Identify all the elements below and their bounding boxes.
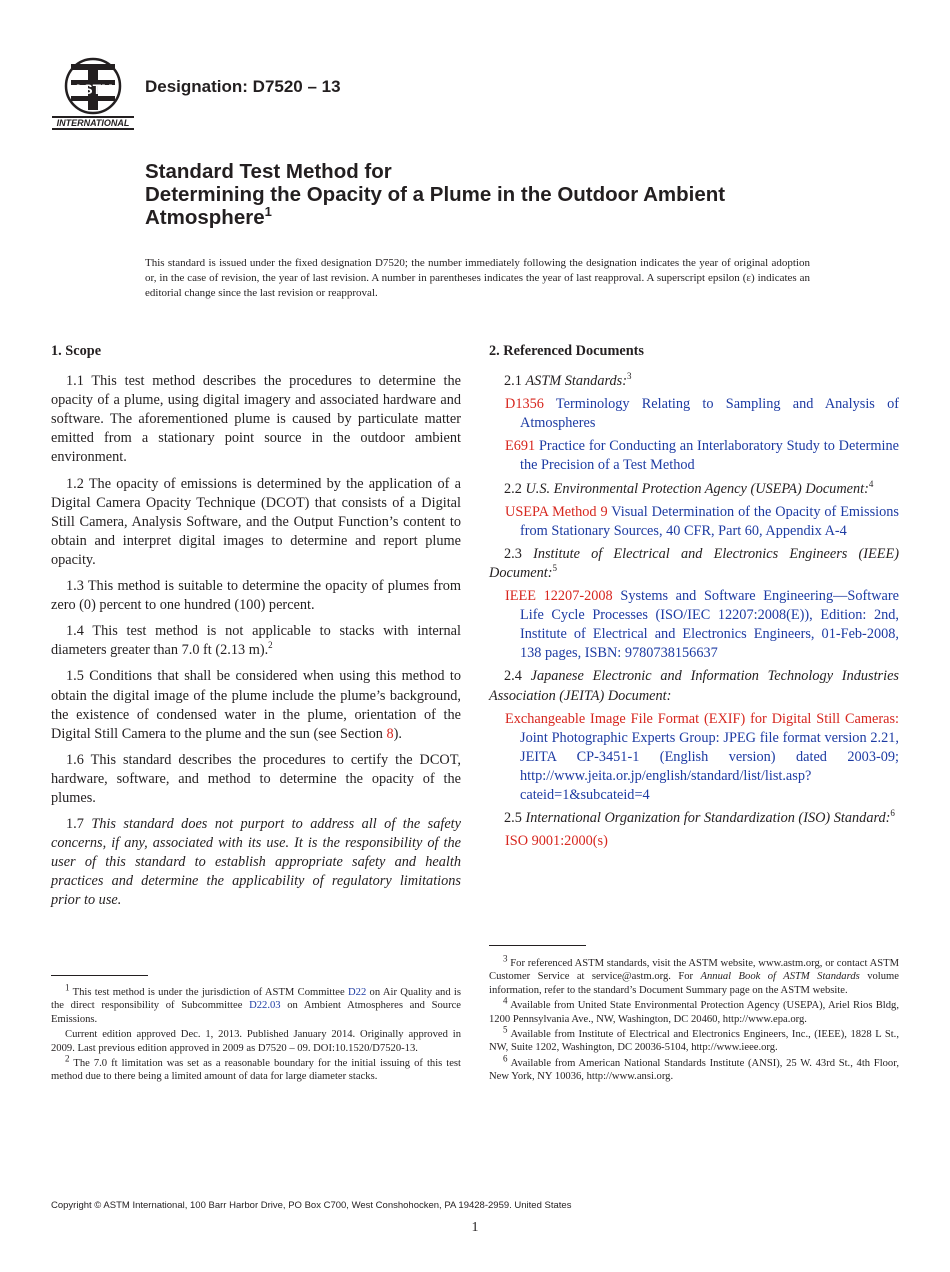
left-column xyxy=(51,342,461,918)
footnote-rule-right xyxy=(489,945,586,946)
standard-notice: This standard is issued under the fixed designation D7520; the number immediately following the designation indicates the year of original adoption or, in the case of revision, the year of last revision. A number in parentheses indicates the year of last reapproval. A superscript epsilon (ε) indicates an editorial change since the last revision or reapproval. xyxy=(145,257,810,299)
title-line-2: Determining the Opacity of a Plume in the Outdoor Ambient xyxy=(145,183,726,206)
subsection-2-5: 2.5 International Organization for Standardization (ISO) Standard:$^6$ xyxy=(504,808,895,827)
subsection-2-2: 2.2 U.S. Environmental Protection Agency (USEPA) Document:$^4$ xyxy=(504,478,874,497)
paragraph-1-7: 1.7 This standard does not purport to address all of the safety concerns, if any, associated with its use. It is the responsibility of the user of this standard to establish appropriate safety and health practices and determine the applicability of regulatory limitations prior to use. xyxy=(51,816,461,909)
paragraph-1-2: 1.2 The opacity of emissions is determined by the application of a Digital Camera Opacity Technique (DCOT) that consists of a Digital Still Camera, Analysis Software, and the Output Function’s content to obtain and interpret digital images to determine and report plume opacity. xyxy=(51,475,461,568)
exif-link[interactable]: Exchangeable Image File Format (EXIF) for Digital Still Cameras: xyxy=(505,710,899,727)
e691-title-link[interactable]: Practice for Conducting an Interlaboratory Study to Determine the Precision of a Test Method xyxy=(520,438,899,474)
paragraph-1-4: 1.4 This test method is not applicable to stacks with internal diameters greater than 7.0 ft (2.13 m).$^2$ xyxy=(51,623,461,659)
paragraph-1-5: 1.5 Conditions that shall be considered when using this method to obtain the digital image of the plume include the plume’s background, the existence of condensed water in the plume, orientation of the Digital Still Camera to the plume and the sun (see Section 8). xyxy=(51,668,461,742)
footnote-4: $^4$ Available from United State Environmental Protection Agency (USEPA), Ariel Rios Bldg, 1200 Pennsylvania Ave., NW, Washington, DC 20460, http://www.epa.org. xyxy=(489,995,899,1025)
reference-iso xyxy=(489,832,899,851)
astm-logo xyxy=(52,56,134,132)
d1356-link[interactable]: D1356 xyxy=(505,396,544,413)
footnotes-left xyxy=(51,982,462,1086)
title-line-3: Atmosphere$^1$ xyxy=(145,204,272,229)
section-heading-scope: 1. Scope xyxy=(51,343,102,359)
footnote-rule-left xyxy=(51,975,148,976)
d22-link[interactable]: D22 xyxy=(348,987,367,998)
footnote-3: $^3$ For referenced ASTM standards, visit the ASTM website, www.astm.org, or contact ASTM Customer Service at service@astm.org. For Annual Book of ASTM Standards volume information, refer to the standard’s Document Summary page on the ASTM website. xyxy=(489,953,899,996)
footnote-1-edition: Current edition approved Dec. 1, 2013. Published January 2014. Originally approved in 2009. Last previous edition approved in 2009 as D7520 – 09. DOI:10.1520/D7520-13. xyxy=(51,1029,461,1054)
d1356-title-link[interactable]: Terminology Relating to Sampling and Analysis of Atmospheres xyxy=(520,396,899,432)
right-column xyxy=(489,342,899,855)
iso-link[interactable]: ISO 9001:2000(s) xyxy=(505,833,608,850)
footnote-1: $^1$ This test method is under the jurisdiction of ASTM Committee D22 on Air Quality and is the direct responsibility of Subcommittee D22.03 on Ambient Atmospheres and Source Emissions. xyxy=(51,982,462,1025)
usepa-title-link[interactable]: Visual Determination of the Opacity of Emissions from Stationary Sources, 40 CFR, Part 60, Appendix A-4 xyxy=(520,503,899,539)
paragraph-1-6: 1.6 This standard describes the procedures to certify the DCOT, hardware, software, and method to determine the opacity of the plumes. xyxy=(51,751,461,806)
section-heading-references: 2. Referenced Documents xyxy=(489,343,644,359)
e691-link[interactable]: E691 xyxy=(505,438,536,455)
designation: Designation: D7520 – 13 xyxy=(145,77,341,96)
reference-e691 xyxy=(489,437,899,475)
paragraph-1-3: 1.3 This method is suitable to determine the opacity of plumes from zero (0) percent to one hundred (100) percent. xyxy=(51,578,461,614)
document-title xyxy=(145,160,865,229)
reference-exif xyxy=(489,710,899,805)
d22-03-link[interactable]: D22.03 xyxy=(249,1000,281,1012)
title-line-1: Standard Test Method for xyxy=(145,160,392,183)
logo-international-text: INTERNATIONAL xyxy=(56,118,130,128)
footnote-2: $^2$ The 7.0 ft limitation was set as a reasonable boundary for the initial issuing of this test method due to there being a limited amount of data for large diameter stacks. xyxy=(51,1053,462,1083)
reference-usepa xyxy=(489,503,899,541)
copyright: Copyright © ASTM International, 100 Barr Harbor Drive, PO Box C700, West Conshohocken, PA 19428-2959. United States xyxy=(51,1200,572,1211)
footnotes-right xyxy=(489,953,899,1086)
ieee-link[interactable]: IEEE 12207-2008 xyxy=(505,588,613,605)
ieee-title-link[interactable]: Systems and Software Engineering—Software Life Cycle Processes (ISO/IEC 12207:2008(E)), Edition: 2nd, Institute of Electrical and Electronics Engineers, 01-Feb-2008, 138 pages, ISBN: 9780738156637 xyxy=(520,588,900,662)
page-number: 1 xyxy=(471,1220,479,1235)
reference-d1356 xyxy=(489,395,899,433)
subsection-2-1: 2.1 ASTM Standards:$^3$ xyxy=(504,371,632,390)
reference-ieee xyxy=(489,587,899,663)
footnote-5: $^5$ Available from Institute of Electrical and Electronics Engineers, Inc., (IEEE), 1828 L St., NW, Suite 1202, Washington, DC 20036-5104, http://www.ieee.org. xyxy=(489,1024,899,1054)
subsection-2-3: 2.3 Institute of Electrical and Electronics Engineers (IEEE) Document:$^5$ xyxy=(489,545,899,581)
title-footnote-mark: 1 xyxy=(264,204,272,220)
usepa-link[interactable]: USEPA Method 9 xyxy=(505,503,608,520)
subsection-2-4: 2.4 Japanese Electronic and Information Technology Industries Association (JEITA) Document: xyxy=(489,668,899,704)
logo-astm-text: ASTM xyxy=(73,81,113,97)
exif-title-link[interactable]: Joint Photographic Experts Group: JPEG file format version 2.21, JEITA CP-3451-1 (English version) dated 2003-09; http://www.jeita.or.jp/english/standard/list/list.asp?cateid=1&subcateid=4 xyxy=(520,729,899,803)
footnote-6: $^6$ Available from American National Standards Institute (ANSI), 25 W. 43rd St., 4th Floor, New York, NY 10036, http://www.ansi.org. xyxy=(489,1053,899,1083)
section-8-link[interactable]: 8 xyxy=(386,725,394,742)
paragraph-1-1: 1.1 This test method describes the procedures to determine the opacity of a plume, using digital imagery and associated hardware and software. The aforementioned plume is caused by particulate matter emitted from a stationary point source in the outdoor ambient environment. xyxy=(51,373,461,466)
